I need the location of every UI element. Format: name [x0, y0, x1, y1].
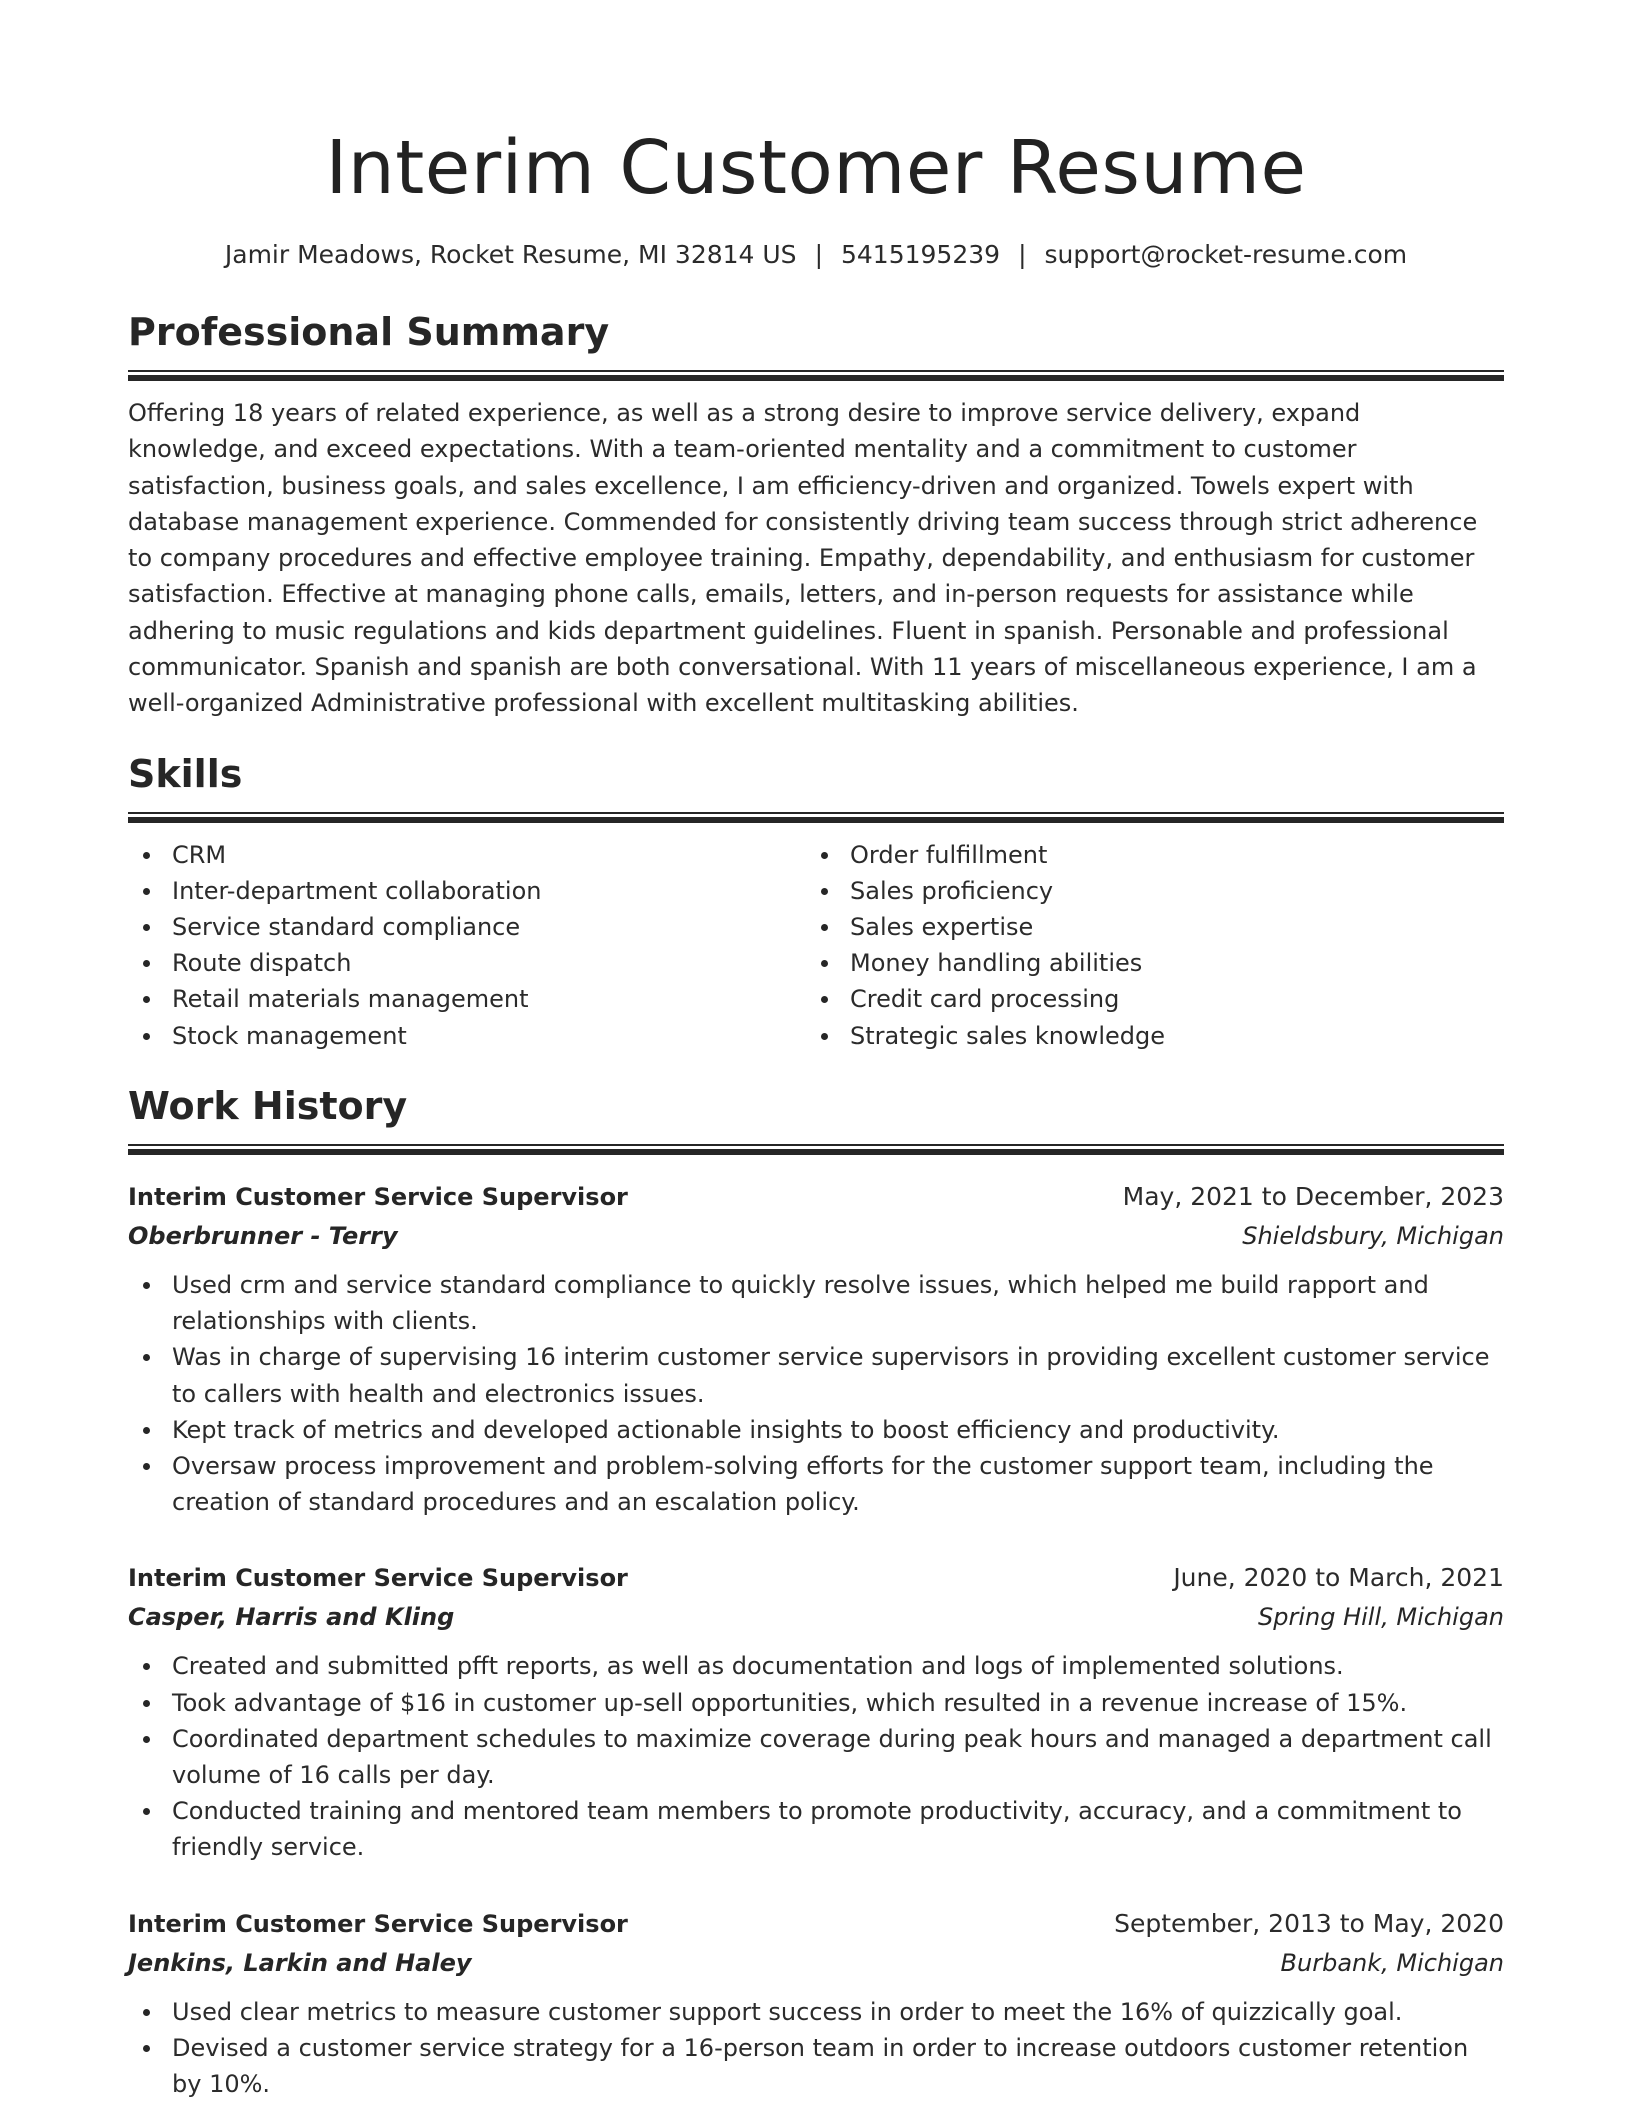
job-bullet: [128, 2030, 1504, 2102]
skill-label: Sales expertise: [850, 913, 1034, 942]
skills-heading: Skills: [128, 751, 243, 796]
bullet-icon: [143, 1354, 150, 1361]
bullet-icon: [143, 924, 150, 931]
job-header-row: [128, 1558, 1504, 1598]
job-bullets: [128, 1267, 1504, 1520]
skill-label: Strategic sales knowledge: [850, 1021, 1165, 1050]
job-bullet-text: Was in charge of supervising 16 interim customer service supervisors in providing excellent customer service to callers with health and electronics issues.: [172, 1343, 1490, 1408]
bullet-icon: [821, 996, 828, 1003]
skill-item: [128, 873, 806, 909]
bullet-icon: [143, 1808, 150, 1815]
contact-phone: 5415195239: [841, 240, 1001, 269]
bullet-icon: [143, 960, 150, 967]
resume-page: [128, 0, 1504, 2102]
job-bullets: [128, 1994, 1504, 2103]
section-divider: [128, 812, 1504, 823]
bullet-icon: [143, 852, 150, 859]
bullet-icon: [821, 924, 828, 931]
job-dates: September, 2013 to May, 2020: [1114, 1908, 1504, 1938]
skill-item: [128, 945, 806, 981]
job-entry: [128, 1558, 1504, 1865]
contact-line: [128, 238, 1504, 272]
job-entry: [128, 1177, 1504, 1520]
job-bullet-text: Coordinated department schedules to maximize coverage during peak hours and managed a department call volume of 16 calls per day.: [172, 1724, 1492, 1789]
job-bullets: [128, 1648, 1504, 1865]
job-bullet-text: Took advantage of $16 in customer up-sell opportunities, which resulted in a revenue increase of 15%.: [172, 1688, 1408, 1717]
contact-separator: |: [1018, 240, 1027, 269]
bullet-icon: [143, 1663, 150, 1670]
job-header-row: [128, 1177, 1504, 1217]
bullet-icon: [143, 2009, 150, 2016]
job-company: Casper, Harris and Kling: [128, 1603, 455, 1632]
section-divider: [128, 1144, 1504, 1155]
job-bullet-text: Kept track of metrics and developed actionable insights to boost efficiency and productivity.: [172, 1415, 1280, 1444]
job-bullet: [128, 1448, 1504, 1520]
job-bullet-text: Used crm and service standard compliance to quickly resolve issues, which helped me build rapport and relationships with clients.: [172, 1270, 1429, 1336]
skill-item: [806, 1018, 1484, 1054]
job-title: Interim Customer Service Supervisor: [128, 1182, 628, 1211]
job-location: Spring Hill, Michigan: [1258, 1603, 1504, 1632]
bullet-icon: [143, 1700, 150, 1707]
skill-item: [128, 1018, 806, 1054]
bullet-icon: [143, 1033, 150, 1040]
job-location: Burbank, Michigan: [1280, 1948, 1504, 1977]
skill-item: [128, 837, 806, 873]
job-bullet: [128, 1267, 1504, 1339]
contact-separator: |: [814, 240, 823, 269]
summary-heading: Professional Summary: [128, 310, 610, 354]
resume-title: Interim Customer Resume: [325, 125, 1307, 211]
job-title: Interim Customer Service Supervisor: [128, 1909, 628, 1938]
job-bullet: [128, 1721, 1504, 1793]
section-divider: [128, 370, 1504, 381]
job-dates: May, 2021 to December, 2023: [1122, 1181, 1504, 1211]
work-history-heading: Work History: [128, 1083, 408, 1128]
job-entry: [128, 1904, 1504, 2103]
skills-column-left: [128, 837, 806, 1054]
skill-label: Credit card processing: [850, 985, 1120, 1014]
job-company-row: [128, 1944, 1504, 1982]
job-company: Jenkins, Larkin and Haley: [128, 1948, 472, 1977]
skill-item: [128, 909, 806, 945]
skill-label: Order fulfillment: [850, 840, 1048, 869]
skill-label: Service standard compliance: [172, 913, 521, 942]
skill-item: [128, 981, 806, 1017]
skill-label: Sales proficiency: [850, 876, 1054, 905]
summary-text: Offering 18 years of related experience, as well as a strong desire to improve service delivery, expand knowledge, and exceed expectations. With a team-oriented mentality and a commitment to customer satisfaction, business goals, and sales excellence, I am efficiency-driven and organized. Towels expert with database management experience. Commended for consistently driving team success through strict adherence to company procedures and effective employee training. Empathy, dependability, and enthusiasm for customer satisfaction. Effective at managing phone calls, emails, letters, and in-person requests for assistance while adhering to music regulations and kids department guidelines. Fluent in spanish. Personable and professional communicator. Spanish and spanish are both conversational. With 11 years of miscellaneous experience, I am a well-organized Administrative professional with excellent multitasking abilities.: [128, 399, 1478, 718]
job-company: Oberbrunner - Terry: [128, 1221, 398, 1250]
job-bullet-text: Devised a customer service strategy for a 16-person team in order to increase outdoors customer retention by 10%.: [172, 2033, 1469, 2098]
skill-item: [806, 909, 1484, 945]
skill-label: Retail materials management: [172, 985, 529, 1014]
bullet-icon: [821, 960, 828, 967]
job-header-row: [128, 1904, 1504, 1944]
contact-address: Jamir Meadows, Rocket Resume, MI 32814 US: [224, 240, 797, 269]
contact-email[interactable]: support@rocket-resume.com: [1044, 240, 1408, 269]
job-bullet-text: Conducted training and mentored team members to promote productivity, accuracy, and a commitment to friendly service.: [172, 1797, 1462, 1862]
bullet-icon: [143, 1427, 150, 1434]
job-company-row: [128, 1217, 1504, 1255]
job-bullet-text: Oversaw process improvement and problem-solving efforts for the customer support team, including the creation of standard procedures and an escalation policy.: [172, 1451, 1434, 1517]
job-bullet: [128, 1339, 1504, 1411]
bullet-icon: [143, 1736, 150, 1743]
job-bullet: [128, 1793, 1504, 1865]
bullet-icon: [143, 1463, 150, 1470]
bullet-icon: [821, 1033, 828, 1040]
bullet-icon: [143, 888, 150, 895]
skill-label: Inter-department collaboration: [172, 876, 542, 905]
skill-item: [806, 945, 1484, 981]
skill-label: Money handling abilities: [850, 949, 1143, 978]
skill-label: CRM: [172, 840, 227, 869]
skill-item: [806, 873, 1484, 909]
job-bullet: [128, 1685, 1504, 1721]
skill-label: Stock management: [172, 1021, 407, 1050]
bullet-icon: [143, 996, 150, 1003]
skills-column-right: [806, 837, 1484, 1054]
job-title: Interim Customer Service Supervisor: [128, 1564, 628, 1593]
job-location: Shieldsbury, Michigan: [1242, 1221, 1504, 1250]
job-bullet: [128, 1648, 1504, 1684]
skill-item: [806, 981, 1484, 1017]
skills-list: [128, 837, 1504, 1054]
bullet-icon: [143, 2045, 150, 2052]
job-bullet: [128, 1994, 1504, 2030]
job-company-row: [128, 1598, 1504, 1636]
skill-item: [806, 837, 1484, 873]
bullet-icon: [821, 888, 828, 895]
job-bullet-text: Created and submitted pfft reports, as well as documentation and logs of implemented solutions.: [172, 1652, 1344, 1681]
skill-label: Route dispatch: [172, 949, 352, 978]
job-bullet-text: Used clear metrics to measure customer support success in order to meet the 16% of quizzically goal.: [172, 1997, 1403, 2026]
bullet-icon: [143, 1282, 150, 1289]
job-dates: June, 2020 to March, 2021: [1173, 1563, 1504, 1593]
bullet-icon: [821, 852, 828, 859]
job-bullet: [128, 1412, 1504, 1448]
